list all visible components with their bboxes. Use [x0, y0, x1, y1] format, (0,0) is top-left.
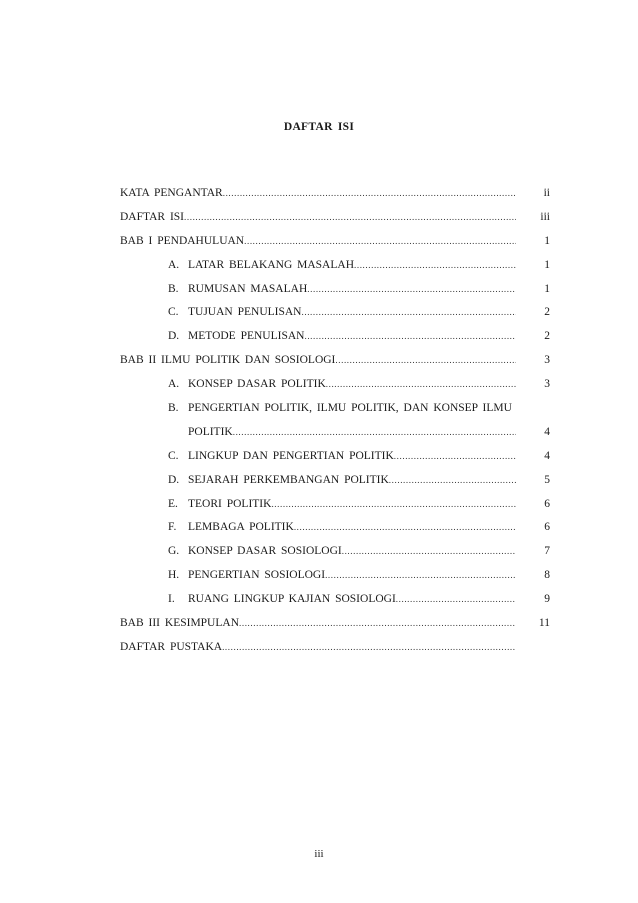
dot-leader — [223, 182, 516, 206]
toc-entry-title: BAB II ILMU POLITIK DAN SOSIOLOGI — [120, 354, 336, 367]
toc-entry[interactable] — [168, 469, 516, 493]
dot-leader — [233, 421, 516, 445]
toc-row — [120, 445, 550, 469]
toc-page-number: 7 — [544, 545, 550, 558]
toc-entry[interactable] — [168, 301, 516, 325]
toc-page-number: 1 — [544, 258, 550, 271]
toc-entry[interactable] — [168, 445, 516, 469]
toc-page-number: 3 — [544, 354, 550, 367]
dot-leader — [294, 516, 516, 540]
toc-entry[interactable] — [168, 588, 516, 612]
toc-row — [120, 397, 550, 421]
toc-entry-title: LEMBAGA POLITIK — [188, 521, 294, 534]
toc-row — [120, 325, 550, 349]
toc-page-number: ii — [543, 187, 550, 199]
toc-row — [120, 469, 550, 493]
dot-leader — [302, 301, 517, 325]
toc-entry-letter: D. — [168, 330, 180, 343]
toc-entry-letter: A. — [168, 378, 180, 391]
dot-leader — [239, 612, 516, 636]
toc-entry-letter: F. — [168, 521, 177, 534]
toc-entry-title: RUMUSAN MASALAH — [188, 282, 308, 295]
toc-entry[interactable] — [168, 397, 512, 421]
toc-entry-title: KONSEP DASAR SOSIOLOGI — [188, 545, 342, 558]
dot-leader — [325, 564, 516, 588]
page-title: DAFTAR ISI — [283, 121, 355, 133]
dot-leader — [307, 278, 516, 302]
toc-entry-letter: C. — [168, 449, 179, 462]
toc-row — [120, 588, 550, 612]
toc-row — [120, 540, 550, 564]
dot-leader — [184, 206, 516, 230]
toc-row — [120, 564, 550, 588]
toc-entry-letter: D. — [168, 473, 180, 486]
toc-entry-continuation[interactable] — [188, 421, 516, 445]
toc-entry-title: DAFTAR ISI — [120, 210, 185, 223]
toc-entry-title: TUJUAN PENULISAN — [188, 306, 302, 319]
toc-entry[interactable] — [168, 516, 516, 540]
toc-entry-letter: H. — [168, 569, 180, 582]
toc-entry-title: RUANG LINGKUP KAJIAN SOSIOLOGI — [188, 593, 396, 606]
toc-entry-letter: A. — [168, 258, 180, 271]
toc-entry-title: DAFTAR PUSTAKA — [120, 640, 223, 653]
toc-entry-title: BAB III KESIMPULAN — [120, 617, 239, 630]
toc-entry-title: KATA PENGANTAR — [120, 187, 223, 199]
toc-entry-title: METODE PENULISAN — [188, 330, 305, 343]
toc-page-number: iii — [540, 210, 550, 223]
toc-entry-title: LINGKUP DAN PENGERTIAN POLITIK — [188, 449, 394, 462]
toc-row — [120, 301, 550, 325]
dot-leader — [342, 540, 516, 564]
toc-page-number: 6 — [544, 497, 550, 510]
dot-leader — [304, 325, 516, 349]
toc-row — [120, 182, 550, 206]
toc-entry[interactable] — [120, 182, 516, 206]
toc-entry[interactable] — [168, 564, 516, 588]
toc-row — [120, 278, 550, 302]
toc-row — [120, 421, 550, 445]
toc-entry-letter: B. — [168, 402, 179, 415]
toc-entry-letter: E. — [168, 497, 178, 510]
dot-leader — [326, 373, 516, 397]
toc-entry[interactable] — [120, 206, 516, 230]
toc-row — [120, 636, 550, 660]
toc-row — [120, 206, 550, 230]
toc-page-number: 6 — [544, 521, 550, 534]
toc-entry[interactable] — [120, 349, 516, 373]
dot-leader — [335, 349, 516, 373]
dot-leader — [394, 445, 516, 469]
toc-page-number: 2 — [544, 330, 550, 343]
dot-leader — [271, 493, 516, 517]
toc-page-number: 2 — [544, 306, 550, 319]
toc-page-number: 4 — [544, 449, 550, 462]
toc-entry-letter: B. — [168, 282, 179, 295]
toc-row — [120, 493, 550, 517]
toc-entry-title: POLITIK — [188, 425, 233, 438]
dot-leader — [389, 469, 516, 493]
toc-entry-title: BAB I PENDAHULUAN — [120, 234, 245, 247]
toc-entry[interactable] — [168, 493, 516, 517]
toc-entry[interactable] — [168, 278, 516, 302]
toc-entry[interactable] — [168, 325, 516, 349]
toc-entry[interactable] — [120, 612, 516, 636]
toc-page-number: 9 — [544, 593, 550, 606]
toc-row — [120, 516, 550, 540]
toc-page-number: 8 — [544, 569, 550, 582]
toc-entry-title: TEORI POLITIK — [188, 497, 272, 510]
toc-row — [120, 612, 550, 636]
dot-leader — [354, 254, 516, 278]
toc-page-number: 1 — [544, 234, 550, 247]
dot-leader — [396, 588, 516, 612]
page-number-footer: iii — [314, 848, 324, 860]
toc-row — [120, 254, 550, 278]
toc-entry[interactable] — [168, 540, 516, 564]
toc-entry-title: KONSEP DASAR POLITIK — [188, 378, 326, 391]
toc-entry-letter: G. — [168, 545, 180, 558]
toc-entry[interactable] — [120, 636, 516, 660]
toc-row — [120, 349, 550, 373]
toc-row — [120, 230, 550, 254]
toc-entry-title: SEJARAH PERKEMBANGAN POLITIK — [188, 473, 389, 486]
toc-entry-letter: C. — [168, 306, 179, 319]
toc-entry-title: PENGERTIAN SOSIOLOGI — [188, 569, 326, 582]
toc-entry-title: LATAR BELAKANG MASALAH — [188, 258, 354, 271]
dot-leader — [222, 636, 516, 660]
toc-entry-letter: I. — [168, 593, 175, 606]
toc-page-number: 11 — [538, 617, 550, 630]
toc-row — [120, 373, 550, 397]
toc-entry[interactable] — [120, 230, 516, 254]
toc-entry-title: PENGERTIAN POLITIK, ILMU POLITIK, DAN KONSEP ILMU — [188, 402, 512, 415]
toc-page-number: 4 — [544, 425, 550, 438]
dot-leader — [244, 230, 516, 254]
toc-page-number: 3 — [544, 378, 550, 391]
toc-page-number: 5 — [544, 473, 550, 486]
toc-entry[interactable] — [168, 373, 516, 397]
table-of-contents — [120, 182, 550, 660]
toc-entry[interactable] — [168, 254, 516, 278]
toc-page-number: 1 — [544, 282, 550, 295]
